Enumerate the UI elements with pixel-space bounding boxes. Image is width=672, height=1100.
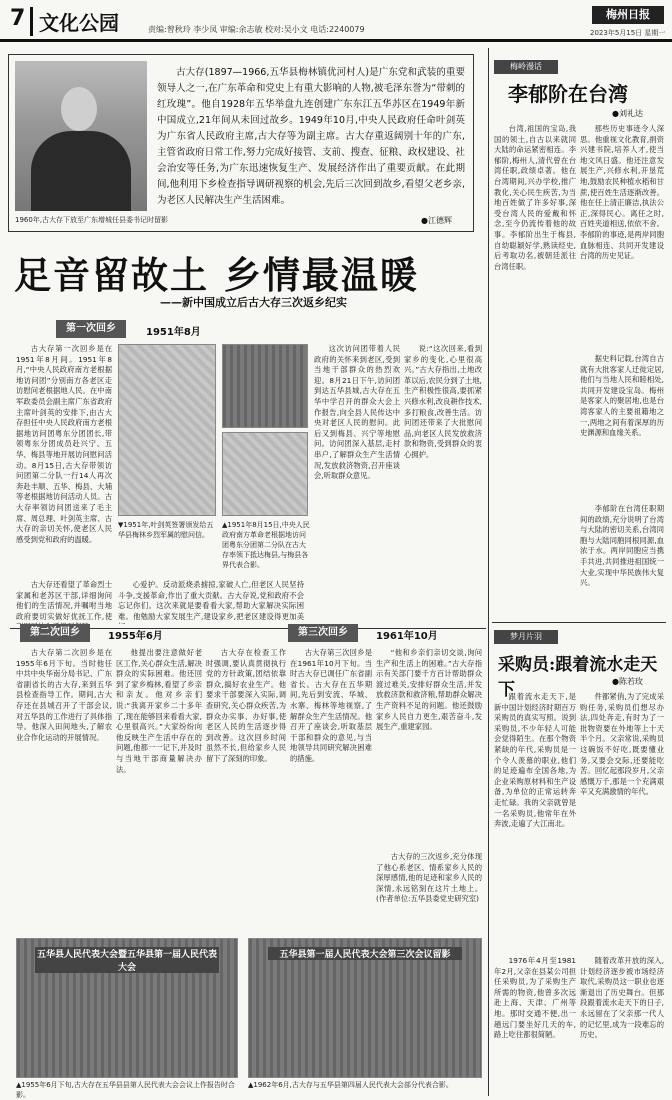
- portrait-caption: 1960年,古大存下放至广东增城任县委书记时留影: [15, 216, 169, 224]
- page-header: [0, 0, 672, 42]
- visit2-col3: 古大存在检查工作时强调,要认真贯彻执行党的方针政策,团结依靠群众,搞好农业生产。他要求干部要深入实际,调查研究,关心群众疾苦,为群众办实事、办好事,使老区人民的生活逐步得到改善。这次回乡时间虽然不长,但给家乡人民留下了深刻的印象。: [206, 648, 286, 763]
- right1-author: ●刘礼达: [612, 109, 643, 118]
- right1-col3: 据史料记载,台湾自古就有大批客家人迁徙定居,他们与当地人民和睦相处,共同开发建设宝岛。梅州是客家人的聚居地,也是台湾客家人的主要祖籍地之一,两地之间有着深厚的历史渊源和血缘关系。: [580, 354, 664, 438]
- visit1-year: 1951年8月: [146, 327, 201, 338]
- visit2-year: 1955年6月: [108, 631, 163, 642]
- section-title: 文化公园: [30, 7, 119, 36]
- right2-col2: 件都紧俏,为了完成采购任务,采购员们想尽办法,四处奔走,有时为了一批物资要在外地等上十天半个月。父亲常说,采购员这碗饭不好吃,既要懂业务,又要会交际,还要能吃苦。回忆起那段岁月,父亲感慨万千,那是一个充满艰辛又充满激情的年代。: [580, 692, 664, 797]
- right1-title: 李郁阶在台湾: [508, 82, 628, 106]
- right2-tag: 梦月片羽: [494, 630, 558, 644]
- intro-credit: ●江德辉: [421, 216, 452, 225]
- visit1-col5: 说:“这次回来,看到家乡的变化,心里很高兴。”古大存指出,土地改革以后,农民分到了土地,生产积极性很高,要抓紧兴修水利,改良耕作技术,多打粮食,改善生活。访问团还带来了大批慰问品,向老区人民发放救济款和物资,受到群众的衷心拥护。: [404, 344, 482, 459]
- visit3-label: 第三次回乡: [288, 624, 358, 642]
- bottom-left-banner: 五华县人民代表大会暨五华县第一届人民代表大会: [35, 947, 220, 973]
- right1-col1: 台湾,祖国的宝岛,我国的领土,自古以来就同大陆的命运紧密相连。李郁阶,梅州人,清代曾在台湾任职,政绩卓著。他在台湾期间,兴办学校,推广教化,关心民生疾苦,为当地百姓做了许多好事,深受台湾人民的爱戴和怀念,至今仍流传着他的故事。李郁阶出生于梅县,自幼聪颖好学,熟读经史,后考取功名,被朝廷派往台湾任职。: [494, 124, 576, 271]
- visit1-photo-document: [118, 344, 216, 516]
- visit1-photo-letter: [222, 432, 308, 516]
- right2-col4: 随着改革开放的深入,计划经济逐步被市场经济取代,采购员这一职业也逐渐退出了历史舞台。但那段跟着流水走天下的日子,永远留在了父亲那一代人的记忆里,成为一段难忘的历史。: [580, 956, 664, 1040]
- visit1-col3: 心爱护。反动派烧杀掳掠,家破人亡,但老区人民坚持斗争,支援革命,作出了重大贡献。古大存说,党和政府不会忘记你们。这次来就是要看看大家,帮助大家解决实际困难。他勉励大家发展生产,建设家乡,把老区建设得更加美: [118, 580, 304, 621]
- visit2-label: 第二次回乡: [20, 624, 90, 642]
- right1-col2: 那些历史事迹令人深思。他重视文化教育,捐资兴建书院,培养人才,使当地文风日盛。他还注意发展生产,兴修水利,开垦荒地,鼓励农民种植水稻和甘蔗,使百姓生活逐渐改善。他在任上清正廉洁,执法公正,深得民心。离任之时,百姓夹道相送,依依不舍。李郁阶的事迹,是两岸同胞血脉相连、共同开发建设台湾的历史见证。: [580, 124, 664, 261]
- visit3-col1: 古大存第三次回乡是在1961年10月下旬。当时古大存已调任广东省副省长。古大存在五华期间,先后到安流、华城、水寨、梅林等地视察,了解群众生产生活情况。他召开了座谈会,听取基层干部和群众的意见,与当地领导共同研究解决困难的措施。: [290, 648, 372, 763]
- page-number: 7: [10, 6, 26, 31]
- issue-date: 2023年5月15日 星期一: [590, 29, 666, 37]
- brand-logo-icon: 梅州日报: [592, 6, 664, 24]
- main-subtitle: ——新中国成立后古大存三次返乡纪实: [160, 296, 347, 309]
- visit1-caption-a: ▲1951年8月15日,中央人民政府南方革命老根据地访问团粤东分团第二分队在古大存率领下抵达梅县,与梅县各界代表合影。: [222, 521, 310, 569]
- visit1-col2: 这次访问团带着人民政府的关怀来到老区,受到当地干部群众的热烈欢迎。8月21日下午,访问团到达五华县城,古大存在五华中学召开的群众大会上作报告,向全县人民传达中央对老区人民的慰问。此后又到梅县、兴宁等地慰问。访问团深入基层,走村串户,了解群众生产生活情况,发放救济物资,召开座谈会,听取群众意见。: [314, 344, 400, 481]
- visit1-photo-group: [222, 344, 308, 428]
- right2-author: ●陈若玫: [612, 677, 643, 686]
- main-headline: 足音留故土 乡情最温暖: [14, 253, 419, 297]
- intro-box: [8, 54, 474, 232]
- visit1-col-continue: 古大存还看望了革命烈士家属和老苏区干部,详细询问他们的生活情况,并嘱咐当地政府要切实做好优抚工作,使: [16, 580, 112, 621]
- right1-tag: 梅岭漫话: [494, 60, 558, 74]
- visit3-col3: 古大存的三次返乡,充分体现了他心系老区、情系家乡人民的深厚感情,他的足迹和家乡人民的深情,永远铭刻在这片土地上。(作者单位:五华县委党史研究室): [376, 852, 482, 904]
- bottom-left-caption: ▲1955年6月下旬,古大存在五华县县第人民代表大会会议上作报告时合影。: [16, 1081, 235, 1099]
- bottom-mid-caption: ▲1962年6月,古大存与五华县第四届人民代表大会部分代表合影。: [248, 1081, 453, 1089]
- right2-title: 采购员:跟着流水走天下: [498, 655, 658, 700]
- visit1-label: 第一次回乡: [56, 320, 126, 338]
- bottom-left-photo: [16, 938, 238, 1078]
- visit3-year: 1961年10月: [376, 631, 438, 642]
- editor-credits: 责编:曾秋玲 李少凤 审编:余志敏 校对:吴小文 电话:2240079: [148, 25, 365, 34]
- visit2-col1: 古大存第二次回乡是在1955年6月下旬。当时他任中共中央华南分局书记、广东省副省长的古大存,来到五华县检查指导工作。期间,古大存还在县城召开了干部会议,对五华县的工作进行了具体指导。他深入田间地头,了解农业合作化运动的开展情况。: [16, 648, 112, 742]
- visit2-col2: 他提出要注意做好老区工作,关心群众生活,解决群众的实际困难。他还回到了家乡梅林,看望了乡亲和亲友。他对乡亲们说:“我离开家乡二十多年了,现在能够回来看看大家,心里很高兴。”大家纷纷向他反映生产生活中存在的问题,他都一一记下,并及时与当地干部商量解决办法。: [116, 648, 202, 774]
- visit1-col1: 古大存第一次回乡是在1951年8月间。1951年8月,“中央人民政府南方老根据地访问团”分别南方各老区走访慰问老根据地人民。在中南军政委员会副主席广东省政府主席叶剑英的安排下,由古大存担任中央人民政府南方老根据地访问团粤东分团团长,带领粤东分团成员赴兴宁、五华、梅县等地开展访问慰问活动。8月15日,古大存带领访问团第二分队一行14人再次奔赴丰顺、五华、梅县、大埔等老根据地访问活动人员。古大存率领访问团送来了毛主席、周总理、叶剑英主席、古大存的亲切关怀,使老区人民感受到党和政府的温暖。: [16, 344, 112, 544]
- portrait-photo: [15, 61, 147, 211]
- right2-col1: 跟着流水走天下,是新中国计划经济时期百万采购员的真实写照。说到采购员,不少年轻人可能会觉得陌生。在那个物资紧缺的年代,采购员是一个令人羡慕的职业,他们的足迹遍布全国各地,为企业采购原材料和生产设备,为单位的正常运转奔走忙碌。我的父亲就曾是一名采购员,他常年在外奔波,走遍了大江南北。: [494, 692, 576, 829]
- intro-text: 古大存(1897—1966,五华县梅林镇优河村人)是广东党和武装的重要领导人之一,在广东革命和党史上有重大影响的人物,被毛泽东誉为“带刺的红玫瑰”。他自1928年五华举盘九连创建广东东江五华苏区在1949年新中国成立,21年间从未回过故乡。1949年10月,中央人民政府任命叶剑英为广东省人民政府主席,古大存等为副主席。古大存重返阔别十年的广东,主管省政府日常工作,努力完成好接管、支前、搜查、征粮、政权建设、社会治安等任务,为广东迅速恢复生产、发展经济作出了重要贡献。在此期间,他利用下乡检查指导调研视察的机会,先后三次回到故乡,看望父老乡亲,为老区人民解决生产生活困难。: [157, 67, 465, 206]
- visit1-caption-b: ▼1951年,叶剑英签署颁发给五华县梅林乡烈军属的慰问信。: [118, 521, 214, 539]
- bottom-mid-photo: [248, 938, 482, 1078]
- bottom-mid-banner: 五华县第一届人民代表大会第三次会议留影: [268, 947, 463, 960]
- right1-col4: 李郁阶在台湾任职期间的政绩,充分说明了台湾与大陆的密切关系,台湾同胞与大陆同胞同根同源,血浓于水。两岸同胞应当携手共进,共同推进祖国统一大业,实现中华民族伟大复兴。: [580, 504, 664, 588]
- right2-col3: 1976年4月至1981年2月,父亲在县某公司担任采购员,为了采购生产所需的物资,他曾多次远赴上海、天津、广州等地。那时交通不便,出一趟远门要坐好几天的车,路上吃住都很简陋。: [494, 956, 576, 1040]
- visit3-col2: “他和乡亲们亲切交谈,询问生产和生活上的困难。”古大存指示有关部门要千方百计帮助群众渡过难关,安排好群众生活,并发放救济款和救济粮,帮助群众解决生产资料不足的问题。他还鼓励家乡人民自力更生,艰苦奋斗,发展生产,重建家园。: [376, 648, 482, 732]
